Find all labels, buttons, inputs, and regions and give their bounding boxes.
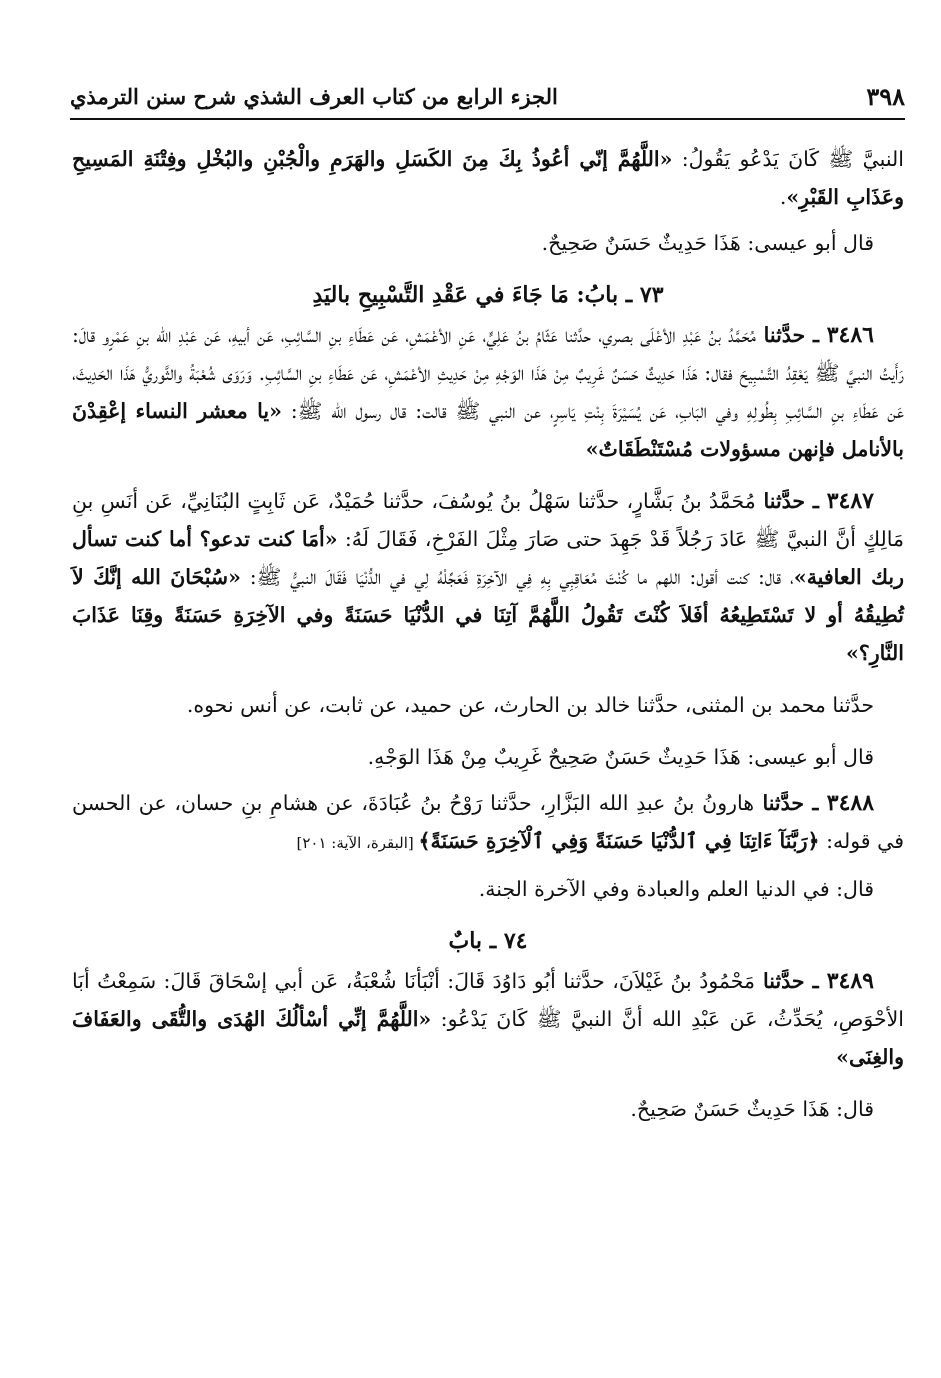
hadith-lead: ـ حدَّثنا (755, 489, 827, 513)
prophetic-quote-2: «سُبْحَانَ الله إنَّكَ لاَ تُطِيقُهُ أو لا تَسْتَطِيعُهُ أفَلاَ كُنْتَ تَقُولُ اللَّهُمَّ آتِنَا في الدُّنْيَا حَسَنَةً وفي الآخِرَةِ حَسَنَةً وقِنَا عَذَابَ النَّارِ؟» (72, 565, 904, 665)
grading-note-2: قال أبو عيسى: هَذَا حَدِيثٌ حَسَنٌ صَحِيحٌ غَرِيبٌ مِنْ هَذَا الوَجْهِ. (367, 745, 874, 769)
running-title: الجزء الرابع من كتاب العرف الشذي شرح سنن الترمذي (70, 84, 558, 109)
hadith-3487 (72, 482, 904, 672)
hadith-lead: ـ حدَّثنا (754, 969, 827, 993)
page-number: ٣٩٨ (866, 82, 905, 111)
chain-note: حدَّثنا محمد بن المثنى، حدَّثنا خالد بن الحارث، عن حميد، عن ثابت، عن أنس نحوه. (186, 693, 874, 717)
prophetic-quote: «أمَا كنت تدعو؟ أما كنت تسأل ربك العافية» (72, 527, 904, 589)
hadith-text: مُحَمَّدُ بنُ عَبْدِ الأعْلَى بصري، حدَّثنا عَثّامُ بنُ عَلِيٍّ، عَنِ الأعْمَشِ، عَن عَطَاءِ بنِ السَّائِبِ، عَن أبيهِ، عَن عَبْدِ الله بنِ عَمْرٍو قالَ: رَأَيتُ النبيَّ ﷺ يَعْقِدُ التَّسْبِيحَ فقال: هَذَا حَدِيثٌ حَسَنٌ غَرِيبٌ مِنْ هَذَا الوَجْهِ مِنْ حَدِيثِ الأعْمَشِ، عَن عَطَاءِ بنِ السَّائِبِ. وَرَوَى شُعْبَةُ والثَّوريُّ هَذَا الحَدِيثَ، عَن عَطَاءِ بنِ السَّائِبِ بِطُولِهِ وفي البَابِ، عَن يُسَيْرَةَ بِنْتِ يَاسِرٍ، عن النبي ﷺ قالت: قال رسول الله ﷺ: (72, 323, 904, 423)
hadith-number: ٣٤٨٧ (826, 488, 874, 514)
chapter-heading-74: ٧٤ ـ بابٌ (448, 928, 528, 954)
continuation-end: . (779, 185, 787, 209)
chapter-heading-73: ٧٣ ـ بابُ: مَا جَاءَ في عَقْدِ التَّسْبِيحِ باليَدِ (312, 282, 664, 308)
continuation-text: النبيَّ ﷺ كَانَ يَدْعُو يَقُولُ: (672, 147, 904, 171)
page-body (72, 140, 904, 1128)
hadith-number: ٣٤٨٦ (826, 322, 874, 348)
grading-note: قال أبو عيسى: هَذَا حَدِيثٌ حَسَنٌ صَحِيحٌ. (541, 231, 874, 255)
hadith-lead: ـ حدَّثنا (754, 791, 827, 815)
prophetic-quote: «يا معشر النساء إعْقِدْنَ بالأنامل فإنهن مسؤولات مُسْتَنْطَقَاتٌ» (72, 399, 904, 461)
hadith-number: ٣٤٨٩ (826, 968, 874, 994)
prophetic-quote: «اللَّهُمَّ إنِّي أسْألُكَ الهُدَى والتُّقَى والعَفَافَ والغِنَى» (72, 1007, 904, 1069)
verse-reference: [البقرة، الآية: ٢٠١] (296, 834, 419, 852)
hadith-text-2: ، قال: كنت أقول: اللهم ما كُنْتَ مُعَاقِبِي بِهِ فِي الآخِرَةِ فَعَجِّلْهُ لِي في الدُّنْيَا فَقَالَ النبيُّ ﷺ: (240, 565, 794, 589)
hadith-number: ٣٤٨٨ (826, 790, 875, 816)
hadith-text: هارونُ بنُ عبدِ الله البَزَّارِ، حدَّثنا رَوْحُ بنُ عُبَادَةَ، عن هشامِ بنِ حسان، عن الحسن في قوله: (72, 791, 904, 853)
prophetic-quote: «اللَّهُمَّ إنّي أعُوذُ بِكَ مِنَ الكَسَلِ والهَرَمِ والْجُبْنِ والبُخْلِ وفِتْنَةِ المَسِيحِ وعَذَابِ القَبْرِ» (72, 147, 904, 209)
hadith-3486 (72, 316, 904, 468)
hadith-text: مُحَمَّدُ بنُ بَشَّارٍ، حدَّثنا سَهْلُ بنُ يُوسُفَ، حدَّثنا حُمَيْدٌ، عَن ثَابِتٍ البُنَانِيِّ، عَن أنَسِ بنِ مَالِكٍ أنَّ النبيَّ ﷺ عَادَ رَجُلاً قَدْ جَهِدَ حتى صَارَ مِثْلَ الفَرْخِ، فَقَالَ لَهُ: (72, 489, 904, 551)
hadith-3489 (72, 962, 904, 1076)
hadith-lead: ـ حدَّثنا (755, 323, 827, 347)
hadith-text: مَحْمُودُ بنُ غَيْلاَنَ، حدَّثنا أبُو دَاوُدَ قَالَ: أنْبَأنَا شُعْبَةُ، عَن أبي إسْحَاقَ قَالَ: سَمِعْتُ أبَا الأحْوَصِ، يُحَدِّثُ، عَن عَبْدِ الله أنَّ النبيَّ ﷺ كَانَ يَدْعُو: (72, 969, 905, 1031)
hadith-3488 (72, 784, 904, 862)
hadith-continuation (72, 140, 904, 216)
commentary-note: قال: في الدنيا العلم والعبادة وفي الآخرة الجنة. (478, 877, 874, 901)
grading-note-3: قال: هَذَا حَدِيثٌ حَسَنٌ صَحِيحٌ. (630, 1097, 874, 1121)
quran-verse: ﴿رَبَّنَآ ءَاتِنَا فِي ٱلدُّنْيَا حَسَنَةً وَفِي ٱلْآخِرَةِ حَسَنَةً﴾ (418, 829, 820, 853)
page-header (70, 78, 905, 120)
